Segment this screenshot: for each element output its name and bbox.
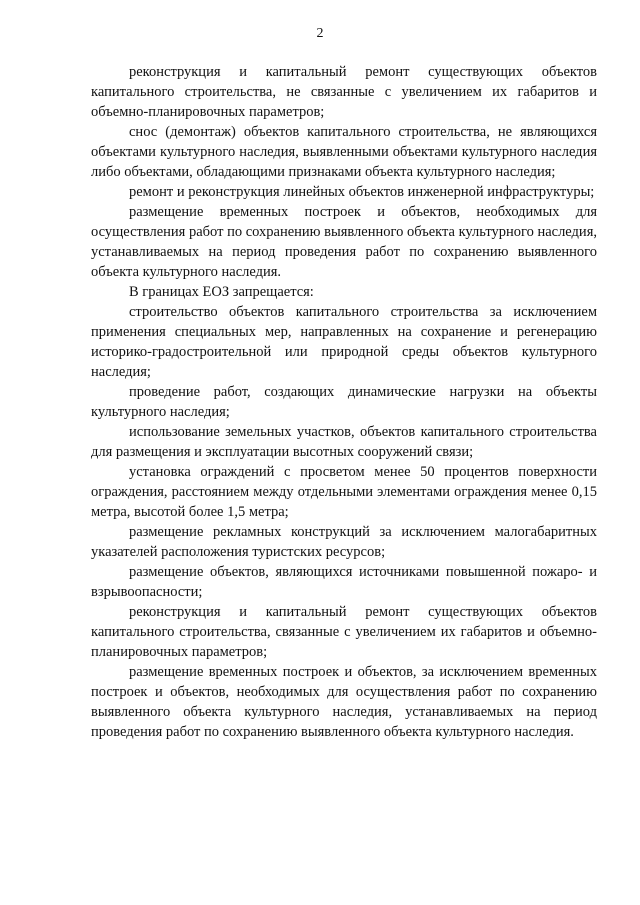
paragraph: реконструкция и капитальный ремонт существующих объектов капитального строительства, связанные с увеличением их габаритов и объемно-планировочных параметров; <box>91 604 597 660</box>
paragraph: снос (демонтаж) объектов капитального строительства, не являющихся объектами культурного наследия, выявленными объектами культурного наследия либо объектами, обладающими признаками объекта культурного наследия; <box>91 124 597 180</box>
section-heading-prohibited: В границах ЕОЗ запрещается: <box>129 284 314 300</box>
paragraph: использование земельных участков, объектов капитального строительства для размещения и эксплуатации высотных сооружений связи; <box>91 424 597 460</box>
paragraph: размещение рекламных конструкций за исключением малогабаритных указателей расположения туристских ресурсов; <box>91 524 597 560</box>
paragraph: строительство объектов капитального строительства за исключением применения специальных мер, направленных на сохранение и регенерацию историко-градостроительной или природной среды объектов культурного наследия; <box>91 304 597 380</box>
paragraph: установка ограждений с просветом менее 50 процентов поверхности ограждения, расстоянием между отдельными элементами ограждения менее 0,15 метра, высотой более 1,5 метра; <box>91 464 597 520</box>
paragraph: размещение временных построек и объектов, за исключением временных построек и объектов, необходимых для осуществления работ по сохранению выявленного объекта культурного наследия, устанавливаемых на период проведения работ по сохранению выявленного объекта культурного наследия. <box>91 664 597 740</box>
page-number: 2 <box>316 26 324 41</box>
paragraph: ремонт и реконструкция линейных объектов инженерной инфраструктуры; <box>129 184 595 200</box>
paragraph: размещение временных построек и объектов, необходимых для осуществления работ по сохранению выявленного объекта культурного наследия, устанавливаемых на период проведения работ по сохранению выявленного объекта культурного наследия. <box>91 204 597 280</box>
paragraph: размещение объектов, являющихся источниками повышенной пожаро- и взрывоопасности; <box>91 564 597 600</box>
document-body <box>91 62 597 742</box>
paragraph: проведение работ, создающих динамические нагрузки на объекты культурного наследия; <box>91 384 597 420</box>
paragraph: реконструкция и капитальный ремонт существующих объектов капитального строительства, не связанные с увеличением их габаритов и объемно-планировочных параметров; <box>91 64 597 120</box>
